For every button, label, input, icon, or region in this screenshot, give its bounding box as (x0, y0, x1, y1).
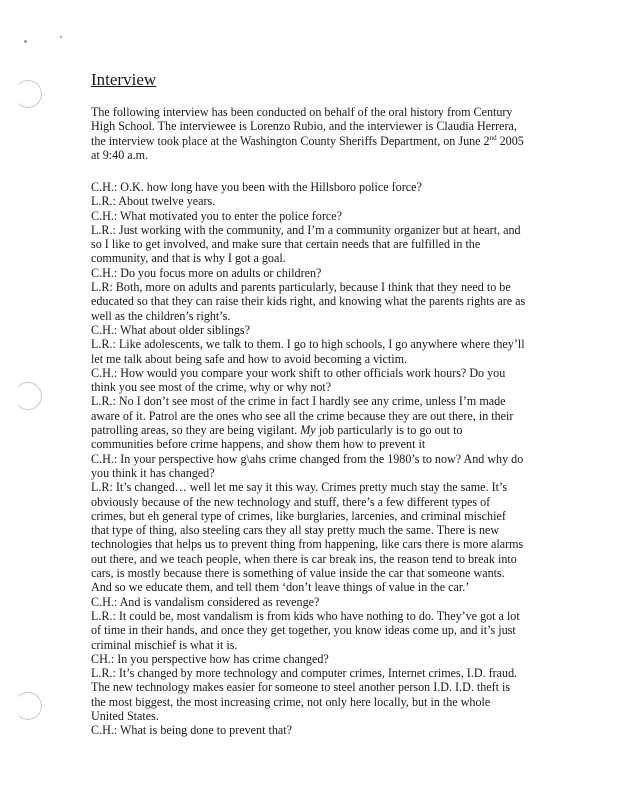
transcript-line: United States. (91, 708, 159, 723)
document-title: Interview (91, 70, 157, 89)
punch-hole-middle (14, 382, 42, 410)
transcript-line: C.H.: How would you compare your work shift to other officials work hours? Do you (91, 365, 506, 380)
punch-hole-bottom (14, 692, 42, 720)
transcript-line: that type of thing, also steeling cars they all stay pretty much the same. There is new (91, 523, 500, 538)
punch-hole-top (14, 80, 42, 108)
scan-speck (24, 40, 27, 43)
transcript-line: L.R.: It could be, most vandalism is from kids who have nothing to do. They’ve got a lot (91, 608, 520, 623)
intro-year: 2005 (496, 133, 524, 148)
intro-line (91, 134, 531, 148)
intro-line-text: the interview took place at the Washington County Sheriffs Department, on June 2 (91, 133, 490, 148)
transcript-line: C.H.: What motivated you to enter the police force? (91, 208, 342, 223)
transcript-line: The new technology makes easier for someone to steel another person I.D. I.D. theft is (91, 680, 511, 695)
transcript-line: C.H.: What about older siblings? (91, 322, 250, 337)
emphasis-text: My (300, 423, 316, 438)
date-ordinal-suffix: nd (489, 133, 497, 142)
transcript-line: L.R.: It’s changed by more technology and computer crimes, Internet crimes, I.D. fraud. (91, 666, 518, 681)
transcript-line: C.H.: What is being done to prevent that? (91, 723, 292, 738)
transcript-line: community, and that is why I got a goal. (91, 251, 286, 266)
intro-line: The following interview has been conducted on behalf of the oral history from Century (91, 105, 513, 119)
transcript-line: obviously because of the new technology and stuff, there’s a few different types of (91, 494, 491, 509)
transcript-line: L.R: Both, more on adults and parents particularly, because I think that they need to be (91, 280, 511, 295)
transcript-line: educated so that they can raise their kids right, and knowing what the parents rights are as (91, 294, 526, 309)
transcript-line: cars, is mostly because there is something of value inside the car that someone wants. (91, 566, 505, 581)
transcript-line: so I like to get involved, and make sure that certain needs that are fulfilled in the (91, 237, 481, 252)
transcript-line: aware of it. Patrol are the ones who see all the crime because they are out there, in their (91, 408, 514, 423)
transcript-line: crimes, but eh general type of crimes, like burglaries, larcenies, and criminal mischief (91, 508, 506, 523)
transcript-line: C.H.: And is vandalism considered as revenge? (91, 594, 320, 609)
transcript-line: let me talk about being safe and how to avoid becoming a victim. (91, 351, 408, 366)
transcript-line: technologies that helps us to prevent thing from happening, like cars there is more alarms (91, 537, 524, 552)
transcript-line: think you see most of the crime, why or why not? (91, 380, 332, 395)
intro-line: High School. The interviewee is Lorenzo Rubio, and the interviewer is Claudia Herrera, (91, 119, 517, 134)
transcript-line: CH.: In you perspective how has crime changed? (91, 651, 329, 666)
transcript-line: C.H.: O.K. how long have you been with the Hillsboro police force? (91, 180, 422, 194)
transcript-line: communities before crime happens, and show them how to prevent it (91, 437, 426, 452)
transcript-line: L.R.: About twelve years. (91, 194, 216, 209)
transcript-line: well as the children’s right’s. (91, 308, 231, 323)
transcript-line: C.H.: In your perspective how g\ahs crime changed from the 1980’s to now? And why do (91, 451, 524, 466)
transcript-line: L.R.: Just working with the community, and I’m a community organizer but at heart, and (91, 222, 521, 237)
transcript-line: And so we educate them, and tell them ‘don’t leave things of value in the car.’ (91, 580, 470, 595)
transcript-line: out there, and we teach people, when there is car break ins, the reason tend to break into (91, 551, 517, 566)
transcript-line: of time in their hands, and once they get together, you know ideas come up, and it’s just (91, 623, 516, 638)
transcript-line: you think it has changed? (91, 465, 215, 480)
transcript-line: L.R: It’s changed… well let me say it this way. Crimes pretty much stay the same. It’s (91, 480, 508, 495)
transcript-line: L.R.: Like adolescents, we talk to them. I go to high schools, I go anywhere where they’ll (91, 337, 525, 352)
transcript-line: L.R.: No I don’t see most of the crime in fact I hardly see any crime, unless I’m made (91, 394, 506, 409)
transcript-line: C.H.: Do you focus more on adults or children? (91, 265, 322, 280)
transcript-line: criminal mischief is what it is. (91, 637, 238, 652)
intro-paragraph (91, 105, 531, 162)
transcript-line: patrolling areas, so they are being vigilant. My job particularly is to go out to (91, 423, 463, 438)
scan-speck (60, 36, 62, 38)
interview-transcript (91, 180, 536, 738)
transcript-line: the most biggest, the most increasing crime, not only here locally, but in the whole (91, 694, 491, 709)
intro-line: at 9:40 a.m. (91, 147, 149, 162)
